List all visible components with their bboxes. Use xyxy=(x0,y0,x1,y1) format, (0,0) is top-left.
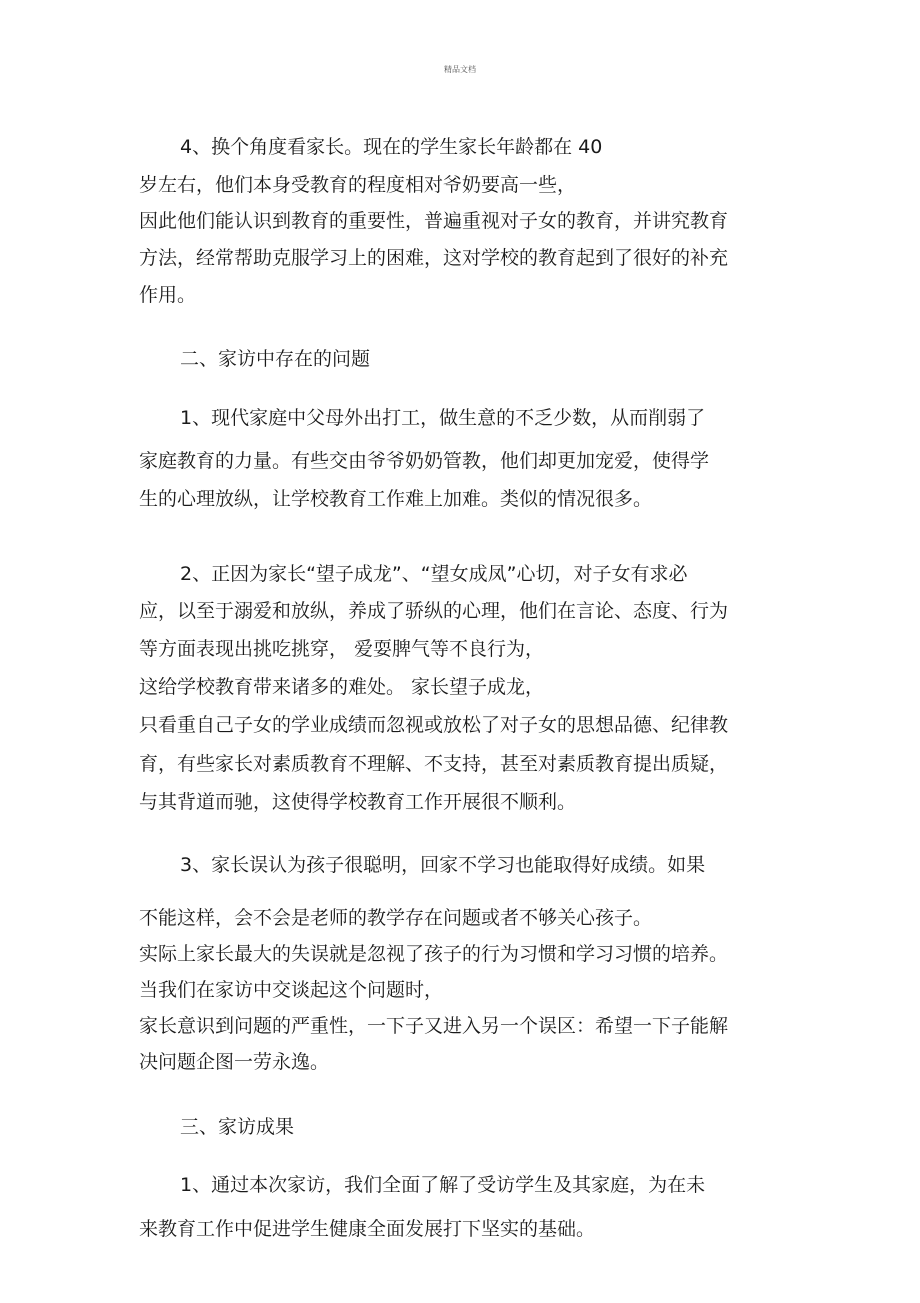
header-watermark: 精品文档 xyxy=(444,65,476,74)
paragraph-line: 决问题企图一劳永逸。 xyxy=(139,1051,330,1073)
paragraph-line: 1、通过本次家访，我们全面了解了受访学生及其家庭，为在未 xyxy=(180,1174,706,1196)
paragraph-line: 来教育工作中促进学生健康全面发展打下坚实的基础。 xyxy=(139,1218,596,1240)
paragraph-line: 实际上家长最大的失误就是忽视了孩子的行为习惯和学习习惯的培养。 xyxy=(139,943,729,965)
paragraph-line: 与其背道而驰，这使得学校教育工作开展很不顺利。 xyxy=(139,791,577,813)
paragraph-line: 当我们在家访中交谈起这个问题时， xyxy=(139,979,444,1001)
paragraph-line: 方法，经常帮助克服学习上的困难，这对学校的教育起到了很好的补充 xyxy=(139,247,729,269)
paragraph-line: 这给学校教育带来诸多的难处。 家长望子成龙， xyxy=(139,676,545,698)
paragraph-line: 作用。 xyxy=(139,284,197,306)
paragraph-line: 不能这样，会不会是老师的教学存在问题或者不够关心孩子。 xyxy=(139,907,653,929)
paragraph-line: 岁左右，他们本身受教育的程度相对爷奶要高一些， xyxy=(139,174,577,196)
paragraph-line: 4、换个角度看家长。现在的学生家长年龄都在 40 xyxy=(180,136,603,158)
paragraph-line: 因此他们能认识到教育的重要性，普遍重视对子女的教育，并讲究教育 xyxy=(139,210,729,232)
paragraph-line: 2、正因为家长“望子成龙”、“望女成凤”心切，对子女有求必 xyxy=(180,563,688,585)
paragraph-line: 应，以至于溺爱和放纵，养成了骄纵的心理，他们在言论、态度、行为 xyxy=(139,600,729,622)
paragraph-line: 家长意识到问题的严重性，一下子又进入另一个误区：希望一下子能解 xyxy=(139,1015,729,1037)
paragraph-line: 3、家长误认为孩子很聪明，回家不学习也能取得好成绩。如果 xyxy=(180,854,706,876)
paragraph-line: 家庭教育的力量。有些交由爷爷奶奶管教，他们却更加宠爱，使得学 xyxy=(139,450,710,472)
paragraph-line: 等方面表现出挑吃挑穿， 爱耍脾气等不良行为， xyxy=(139,638,545,660)
section-heading: 二、家访中存在的问题 xyxy=(180,348,371,370)
paragraph-line: 只看重自己子女的学业成绩而忽视或放松了对子女的思想品德、纪律教 xyxy=(139,714,729,736)
section-heading: 三、家访成果 xyxy=(180,1116,295,1138)
paragraph-line: 1、现代家庭中父母外出打工，做生意的不乏少数，从而削弱了 xyxy=(180,407,706,429)
paragraph-line: 生的心理放纵，让学校教育工作难上加难。类似的情况很多。 xyxy=(139,488,653,510)
paragraph-line: 育，有些家长对素质教育不理解、不支持，甚至对素质教育提出质疑， xyxy=(139,753,729,775)
